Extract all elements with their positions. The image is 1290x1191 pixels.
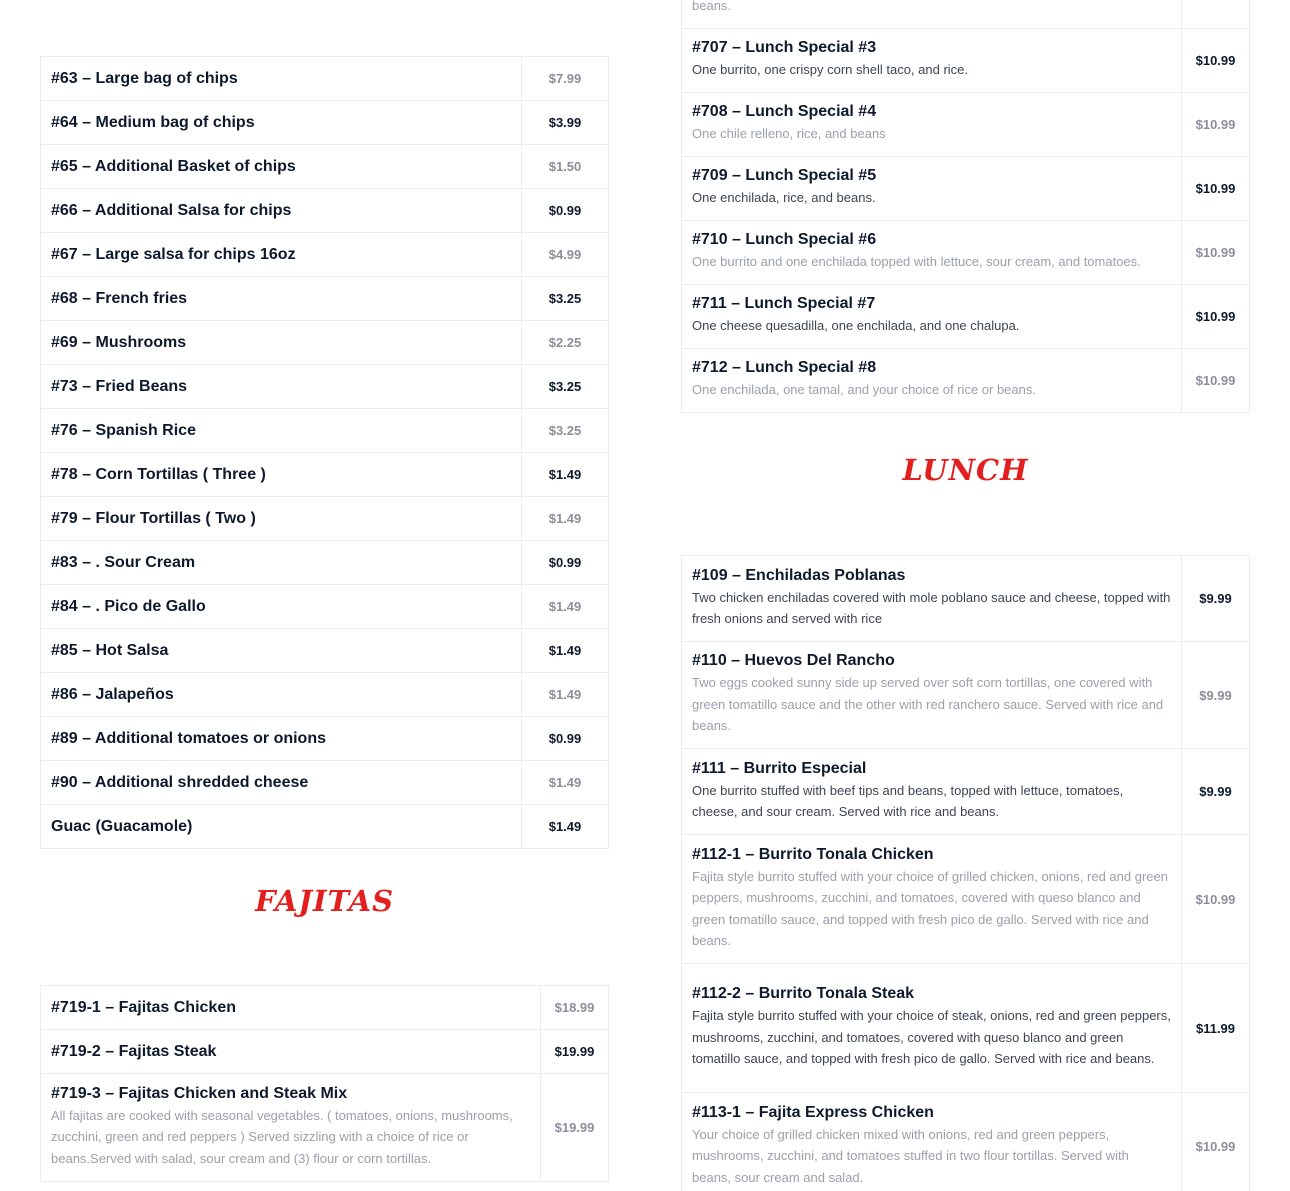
lunch-specials-section [681,0,1250,413]
menu-item-description: One burrito, one crispy corn shell taco, and rice. [692,62,969,78]
menu-item-price: $0.99 [522,717,609,761]
menu-item-name: #712 – Lunch Special #8 [692,359,877,377]
menu-item-price: $10.99 [1182,221,1250,285]
fajitas-heading: FAJITAS [254,884,395,918]
menu-row [682,835,1250,964]
menu-item-name: #84 – . Pico de Gallo [51,597,206,615]
menu-item-price: $1.49 [522,453,609,497]
menu-item-price: $7.99 [522,57,609,101]
menu-item-price: $0.99 [522,541,609,585]
menu-item-price: $3.99 [522,101,609,145]
menu-item-price: $10.99 [1182,93,1250,157]
menu-row [682,285,1250,349]
menu-row [41,717,609,761]
menu-item-name: #85 – Hot Salsa [51,641,169,659]
menu-item-name: #63 – Large bag of chips [51,69,238,87]
menu-item-price: $1.49 [522,497,609,541]
menu-item-name: #112-2 – Burrito Tonala Steak [692,985,915,1003]
menu-item-name: #711 – Lunch Special #7 [692,295,876,313]
menu-item-description: One burrito stuffed with beef tips and beans, topped with lettuce, tomatoes, cheese, and sour cream. Served with rice and beans. [692,782,1124,819]
menu-row [41,497,609,541]
menu-item-name: #719-1 – Fajitas Chicken [51,998,236,1016]
menu-item-price: $9.99 [1182,749,1250,835]
menu-item-name: #83 – . Sour Cream [51,553,196,571]
menu-row [682,221,1250,285]
menu-item-description: One burrito and one enchilada topped with lettuce, sour cream, and tomatoes. [692,254,1141,270]
menu-item-name: #68 – French fries [51,289,188,307]
menu-row [682,964,1250,1093]
menu-item-name: #710 – Lunch Special #6 [692,231,877,249]
menu-item-price: $1.49 [522,761,609,805]
menu-row [682,157,1250,221]
menu-row [41,145,609,189]
menu-row [41,1074,609,1182]
menu-item-name: #73 – Fried Beans [51,377,188,395]
menu-item-description: One enchilada, rice, and beans. [692,190,876,206]
menu-item-name: #709 – Lunch Special #5 [692,167,877,185]
menu-item-price: $18.99 [541,986,609,1030]
menu-row [41,233,609,277]
menu-item-name: #66 – Additional Salsa for chips [51,201,292,219]
menu-item-description: One enchilada, one tamal, and your choice of rice or beans. [692,382,1036,398]
menu-item-name: #719-3 – Fajitas Chicken and Steak Mix [51,1084,348,1102]
menu-item-price: $19.99 [541,1074,609,1182]
menu-row [41,365,609,409]
menu-row [41,986,609,1030]
menu-row [41,629,609,673]
menu-row [41,101,609,145]
menu-item-price: $1.49 [522,673,609,717]
lunch-menu-section [681,555,1250,1191]
menu-item-price: $3.25 [522,277,609,321]
menu-item-price: $10.99 [1182,29,1250,93]
menu-row [41,321,609,365]
menu-item-price: $10.99 [1182,835,1250,964]
menu-item-description: Fajita style burrito stuffed with your choice of grilled chicken, onions, red and green peppers, mushrooms, zucchini, and tomatoes, covered with queso blanco and green tomatillo sauce, and topped with fresh pico de gallo. Served with rice and beans. [692,868,1168,948]
sides-menu-table [40,56,609,849]
menu-item-price: $19.99 [541,1030,609,1074]
menu-item-description: beans. [692,0,732,13]
fajitas-menu-section [40,985,609,1182]
menu-item-name: #113-1 – Fajita Express Chicken [692,1103,934,1121]
menu-item-name: #112-1 – Burrito Tonala Chicken [692,845,934,863]
menu-row [41,277,609,321]
menu-item-price: $1.49 [522,585,609,629]
menu-item-price: $2.25 [522,321,609,365]
menu-item-price: $9.99 [1182,642,1250,749]
menu-item-name: #719-2 – Fajitas Steak [51,1042,217,1060]
menu-row [682,349,1250,413]
menu-item-name: #86 – Jalapeños [51,685,174,703]
menu-item-name: #90 – Additional shredded cheese [51,773,309,791]
menu-item-name: #67 – Large salsa for chips 16oz [51,245,296,263]
menu-item-description: All fajitas are cooked with seasonal vegetables. ( tomatoes, onions, mushrooms, zucchini, green and red peppers ) Served sizzling with a choice of rice or beans.Served with salad, sour cream and (3) flour or corn tortillas. [51,1107,513,1166]
menu-item-name: #79 – Flour Tortillas ( Two ) [51,509,256,527]
menu-item-price: $10.99 [1182,157,1250,221]
menu-item-price: $3.25 [522,409,609,453]
menu-item-price: $9.99 [1182,556,1250,642]
menu-row [682,642,1250,749]
menu-item-description: Your choice of grilled chicken mixed with onions, red and green peppers, mushrooms, zucchini, and tomatoes stuffed in two flour tortillas. Served with beans, sour cream and salad. [692,1126,1129,1185]
menu-row [41,541,609,585]
menu-item-description: One cheese quesadilla, one enchilada, and one chalupa. [692,318,1020,334]
menu-item-name: Guac (Guacamole) [51,817,193,835]
menu-item-description: Fajita style burrito stuffed with your choice of steak, onions, red and green peppers, mushrooms, zucchini, and tomatoes, covered with queso blanco and green tomatillo sauce, and topped with fresh pico de gallo. Served with rice and beans. [692,1008,1171,1067]
menu-item-price: $1.49 [522,805,609,849]
menu-item-name: #76 – Spanish Rice [51,421,196,439]
menu-item-name: #69 – Mushrooms [51,333,187,351]
menu-row [682,29,1250,93]
menu-item-description: Two chicken enchiladas covered with mole poblano sauce and cheese, topped with fresh onions and served with rice [692,589,1171,626]
menu-row [682,749,1250,835]
menu-row [682,556,1250,642]
menu-item-name: #78 – Corn Tortillas ( Three ) [51,465,266,483]
fajitas-menu-table [40,985,609,1182]
menu-item-name: #111 – Burrito Especial [692,759,867,777]
menu-row [41,673,609,717]
menu-row [41,57,609,101]
menu-row [41,1030,609,1074]
lunch-heading: LUNCH [902,453,1029,487]
menu-item-name: #110 – Huevos Del Rancho [692,652,895,670]
menu-item-price: $4.99 [522,233,609,277]
menu-row [41,761,609,805]
menu-item-description: Two eggs cooked sunny side up served over soft corn tortillas, one covered with green tomatillo sauce and the other with red ranchero sauce. Served with rice and beans. [692,675,1164,734]
menu-row [41,453,609,497]
menu-item-name: #89 – Additional tomatoes or onions [51,729,326,747]
menu-item-price: $10.99 [1182,1093,1250,1191]
menu-item-price: $1.49 [522,629,609,673]
menu-row [682,1093,1250,1191]
menu-row [41,585,609,629]
menu-item-name: #708 – Lunch Special #4 [692,103,877,121]
lunch-specials-table [681,0,1250,413]
menu-row [41,409,609,453]
menu-item-name: #707 – Lunch Special #3 [692,39,877,57]
menu-item-name: #65 – Additional Basket of chips [51,157,296,175]
menu-item-price: $1.50 [522,145,609,189]
menu-item-name: #109 – Enchiladas Poblanas [692,566,906,584]
menu-item-description: One chile relleno, rice, and beans [692,126,886,142]
sides-menu-section [40,56,609,849]
menu-item-price: $0.99 [522,189,609,233]
menu-row [41,189,609,233]
menu-row [682,93,1250,157]
menu-row [41,805,609,849]
lunch-menu-table [681,555,1250,1191]
menu-item-price: $10.99 [1182,349,1250,413]
menu-item-price: $3.25 [522,365,609,409]
menu-item-name: #64 – Medium bag of chips [51,113,255,131]
menu-row-partial [682,0,1250,29]
menu-item-price: $11.99 [1182,964,1250,1093]
menu-item-price: $10.99 [1182,285,1250,349]
